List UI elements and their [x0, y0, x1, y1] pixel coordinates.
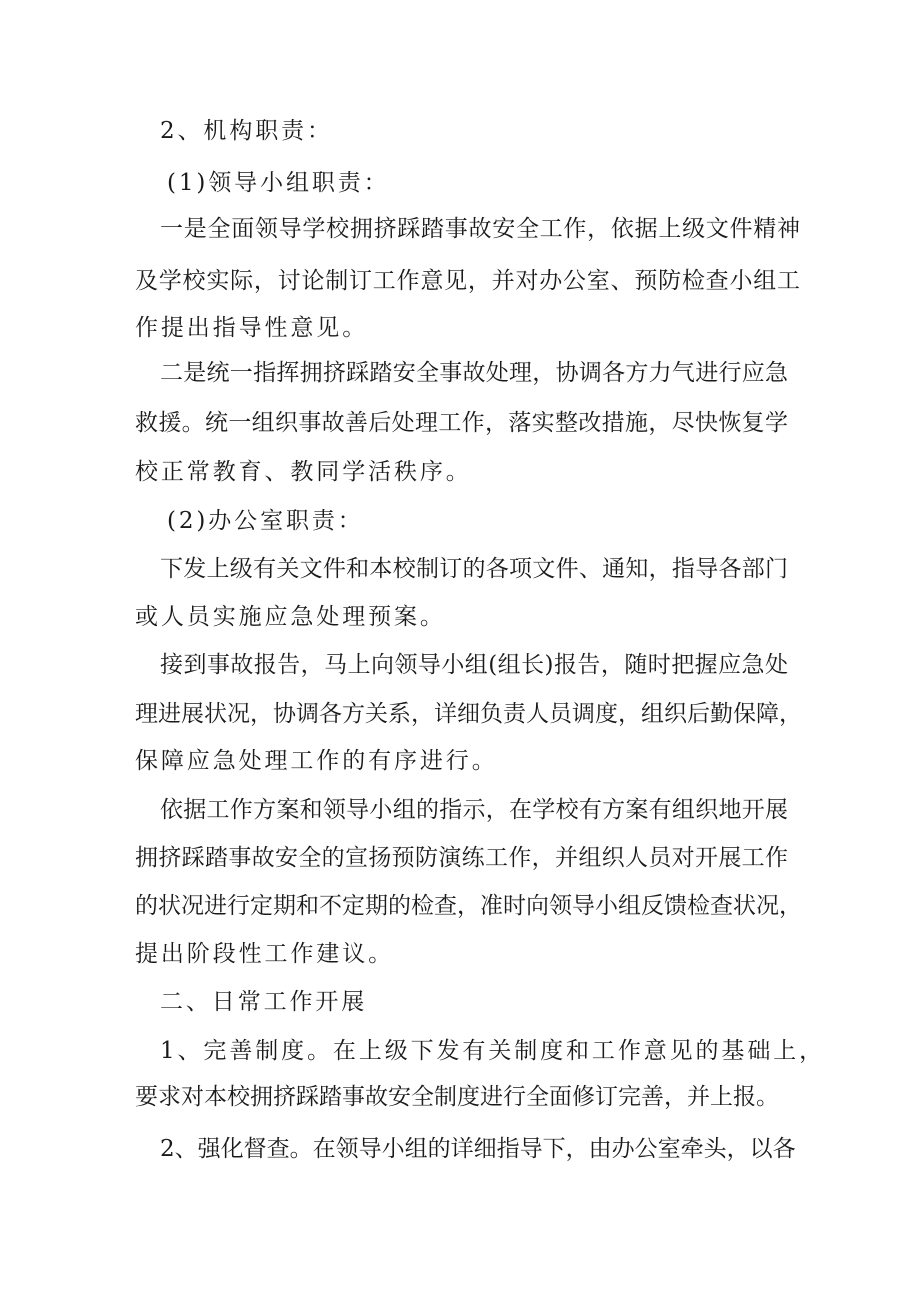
- paragraph-line: 或人员实施应急处理预案。: [135, 604, 446, 630]
- subheading-office: (2)办公室职责：: [167, 508, 364, 534]
- paragraph-line: 提出阶段性工作建议。: [135, 941, 394, 967]
- paragraph-line: 保障应急处理工作的有序进行。: [135, 748, 498, 774]
- paragraph-line: 救援。统一组织事故善后处理工作，落实整改措施，尽快恢复学: [135, 410, 788, 436]
- paragraph-line: 依据工作方案和领导小组的指示，在学校有方案有组织地开展: [160, 797, 788, 823]
- section-heading-daily-work: 二、日常工作开展: [160, 989, 368, 1015]
- paragraph-line: 一是全面领导学校拥挤踩踏事故安全工作，依据上级文件精神: [160, 216, 800, 242]
- paragraph-line: 作提出指导性意见。: [135, 315, 369, 341]
- paragraph-line: 及学校实际，讨论制订工作意见，并对办公室、预防检查小组工: [135, 268, 800, 294]
- paragraph-line: 理进展状况，协调各方关系，详细负责人员调度，组织后勤保障，: [135, 701, 802, 727]
- paragraph-line: 要求对本校拥挤踩踏事故安全制度进行全面修订完善，并上报。: [135, 1084, 779, 1110]
- paragraph-line: 的状况进行定期和不定期的检查，准时向领导小组反馈检查状况，: [135, 893, 802, 919]
- paragraph-line: 二是统一指挥拥挤踩踏安全事故处理，协调各方力气进行应急: [160, 360, 788, 386]
- paragraph-line: 校正常教育、教同学活秩序。: [135, 459, 472, 485]
- section-heading-duties: 2、机构职责：: [160, 118, 333, 144]
- paragraph-line: 下发上级有关文件和本校制订的各项文件、通知，指导各部门: [160, 556, 788, 582]
- subheading-leadership-group: (1)领导小组职责：: [167, 170, 390, 196]
- paragraph-line: 2、强化督查。在领导小组的详细指导下，由办公室牵头，以各: [160, 1136, 796, 1162]
- paragraph-line: 1、完善制度。在上级下发有关制度和工作意见的基础上，: [160, 1038, 826, 1064]
- paragraph-line: 接到事故报告，马上向领导小组(组长)报告，随时把握应急处: [160, 652, 788, 678]
- paragraph-line: 拥挤踩踏事故安全的宣扬预防演练工作，并组织人员对开展工作: [135, 845, 788, 871]
